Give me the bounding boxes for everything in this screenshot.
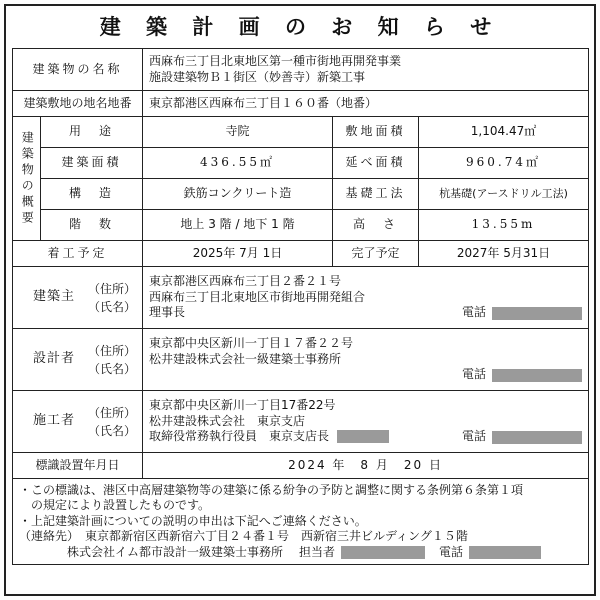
row-site-address bbox=[13, 91, 589, 117]
designer-label-cell bbox=[13, 329, 143, 391]
contractor-label-cell bbox=[13, 391, 143, 453]
contractor-role: 施工者 bbox=[33, 413, 76, 429]
contractor-name-redacted bbox=[337, 430, 389, 443]
owner-title: 理事長 bbox=[149, 305, 186, 320]
posted-value: 2024 年 8 月 20 日 bbox=[143, 453, 589, 479]
foundation-value: 杭基礎(アースドリル工法) bbox=[419, 179, 589, 210]
designer-role: 設計者 bbox=[33, 351, 76, 367]
row-structure bbox=[13, 179, 589, 210]
foundation-label: 基礎工法 bbox=[333, 179, 419, 210]
use-value: 寺院 bbox=[143, 117, 333, 148]
notes-cell bbox=[13, 479, 589, 565]
contractor-tel-label: 電話 bbox=[462, 429, 487, 444]
owner-address-sub: （住所） bbox=[88, 281, 137, 296]
row-use bbox=[13, 117, 589, 148]
notice-board bbox=[4, 4, 596, 596]
site-area-value: 1,104.47㎡ bbox=[419, 117, 589, 148]
use-label: 用 途 bbox=[41, 117, 143, 148]
row-building-name bbox=[13, 49, 589, 91]
designer-address-sub: （住所） bbox=[88, 343, 137, 358]
row-designer bbox=[13, 329, 589, 391]
structure-value: 鉄筋コンクリート造 bbox=[143, 179, 333, 210]
row-building-area bbox=[13, 148, 589, 179]
designer-tel-label: 電話 bbox=[462, 367, 487, 382]
contact-person-redacted bbox=[341, 546, 425, 559]
note-line-3: ・上記建築計画についての説明の申出は下記へご連絡ください。 bbox=[19, 513, 367, 528]
floor-area-label: 延べ面積 bbox=[333, 148, 419, 179]
contractor-title: 取締役常務執行役員 東京支店長 bbox=[149, 429, 330, 444]
owner-value bbox=[143, 267, 589, 329]
note-line-1: ・この標識は、港区中高層建築物等の建築に係る紛争の予防と調整に関する条例第６条第１項 bbox=[19, 482, 524, 497]
owner-address: 東京都港区西麻布三丁目２番２１号 bbox=[149, 274, 342, 289]
notice-title: 建 築 計 画 の お 知 ら せ bbox=[99, 14, 501, 39]
floors-label: 階 数 bbox=[41, 210, 143, 241]
row-schedule bbox=[13, 241, 589, 267]
building-area-label: 建築面積 bbox=[41, 148, 143, 179]
contact-tel-redacted bbox=[469, 546, 541, 559]
row-owner bbox=[13, 267, 589, 329]
height-value: 13.55m bbox=[419, 210, 589, 241]
designer-tel-redacted bbox=[492, 369, 582, 382]
owner-tel-redacted bbox=[492, 307, 582, 320]
row-contractor bbox=[13, 391, 589, 453]
contractor-address-sub: （住所） bbox=[88, 405, 137, 420]
building-name-label: 建築物の名称 bbox=[13, 49, 143, 91]
posted-label: 標識設置年月日 bbox=[13, 453, 143, 479]
structure-label: 構 造 bbox=[41, 179, 143, 210]
row-posted-date bbox=[13, 453, 589, 479]
start-value: 2025年 7月 1日 bbox=[143, 241, 333, 267]
designer-name-sub: （氏名） bbox=[88, 361, 137, 376]
designer-value bbox=[143, 329, 589, 391]
building-name-value bbox=[143, 49, 589, 91]
contractor-address: 東京都中央区新川一丁目17番22号 bbox=[149, 398, 336, 413]
overview-label: 建築物の概要 bbox=[13, 117, 41, 241]
owner-role: 建築主 bbox=[33, 289, 76, 305]
contractor-name-sub: （氏名） bbox=[88, 423, 137, 438]
site-area-label: 敷地面積 bbox=[333, 117, 419, 148]
finish-value: 2027年 5月31日 bbox=[419, 241, 589, 267]
contact-tel-label: 電話 bbox=[439, 544, 464, 559]
building-area-value: 436.55㎡ bbox=[143, 148, 333, 179]
floor-area-value: 960.74㎡ bbox=[419, 148, 589, 179]
finish-label: 完了予定 bbox=[333, 241, 419, 267]
owner-organization: 西麻布三丁目北東地区市街地再開発組合 bbox=[149, 289, 366, 304]
building-name-line-1: 西麻布三丁目北東地区第一種市街地再開発事業 bbox=[149, 53, 402, 68]
contractor-value bbox=[143, 391, 589, 453]
contractor-company: 松井建設株式会社 東京支店 bbox=[149, 413, 306, 428]
row-floors bbox=[13, 210, 589, 241]
site-address-value: 東京都港区西麻布三丁目１６０番（地番） bbox=[143, 91, 589, 117]
designer-company: 松井建設株式会社一級建築士事務所 bbox=[149, 351, 342, 366]
contact-person-label: 担当者 bbox=[299, 544, 336, 559]
contact-company: 株式会社イム都市設計一級建築士事務所 bbox=[67, 544, 284, 559]
contact-label: （連絡先） bbox=[19, 529, 80, 544]
contractor-tel-redacted bbox=[492, 431, 582, 444]
start-label: 着工予定 bbox=[13, 241, 143, 267]
site-address-label: 建築敷地の地名地番 bbox=[13, 91, 143, 117]
note-line-2: の規定により設置したものです。 bbox=[19, 498, 211, 513]
row-notes bbox=[13, 479, 589, 565]
owner-name-sub: （氏名） bbox=[88, 299, 137, 314]
floors-value: 地上 3 階 / 地下 1 階 bbox=[143, 210, 333, 241]
notice-table bbox=[12, 48, 589, 565]
owner-tel-label: 電話 bbox=[462, 305, 487, 320]
contact-address: 東京都新宿区西新宿六丁目２４番１号 西新宿三井ビルディング１５階 bbox=[85, 529, 468, 544]
height-label: 高 さ bbox=[333, 210, 419, 241]
owner-label-cell bbox=[13, 267, 143, 329]
building-name-line-2: 施設建築物Ｂ１街区（妙善寺）新築工事 bbox=[149, 69, 366, 84]
designer-address: 東京都中央区新川一丁目１７番２２号 bbox=[149, 336, 354, 351]
